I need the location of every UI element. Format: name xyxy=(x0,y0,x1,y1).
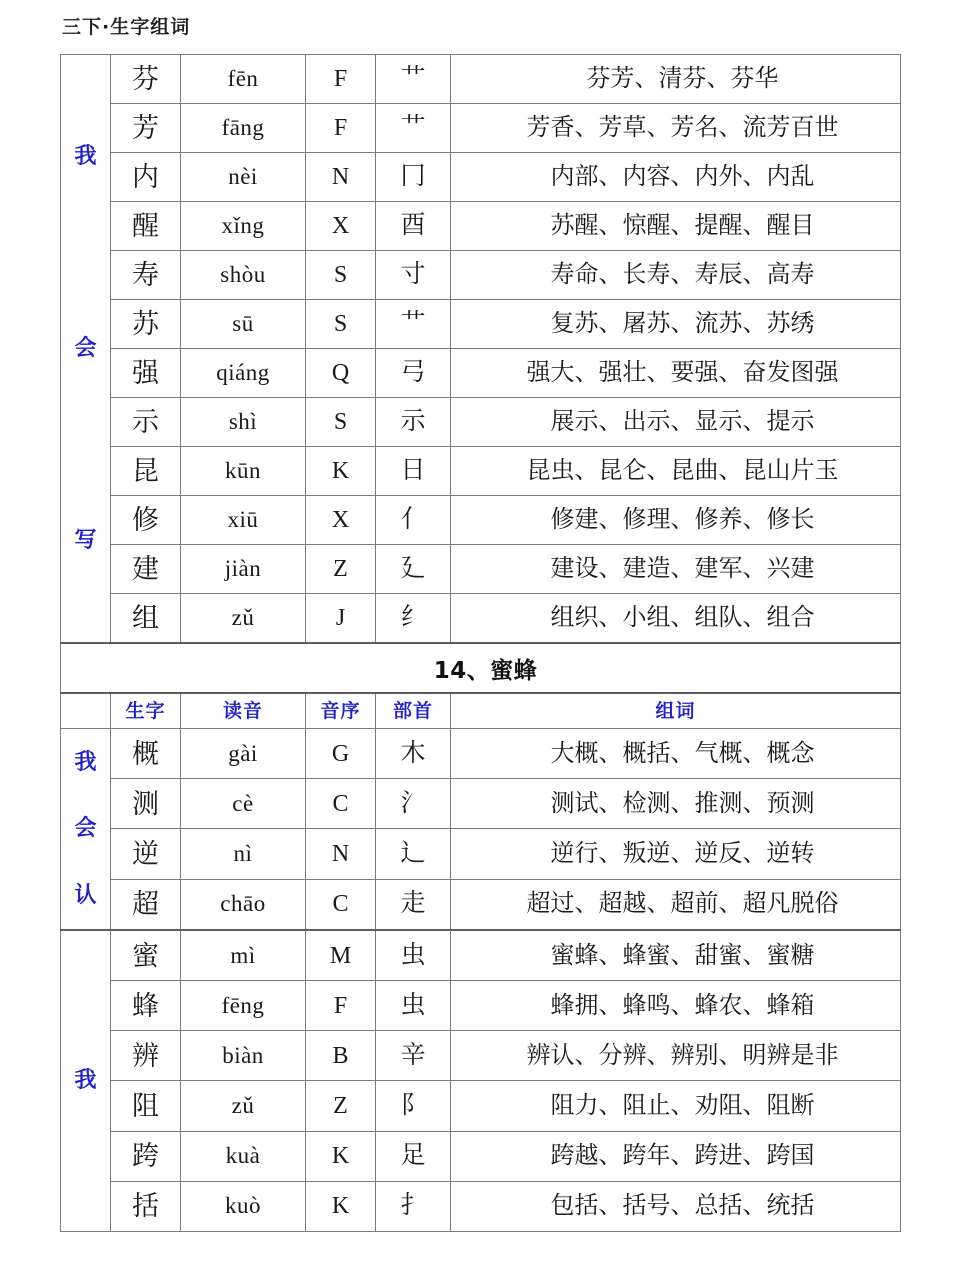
words-cell: 昆虫、昆仑、昆曲、昆山片玉 xyxy=(451,447,901,496)
pinyin-cell: kuà xyxy=(181,1131,306,1181)
initial-letter-cell: N xyxy=(306,829,376,879)
pinyin-cell: fēn xyxy=(181,55,306,104)
initial-letter-cell: C xyxy=(306,779,376,829)
character-cell: 逆 xyxy=(111,829,181,879)
initial-letter-cell: X xyxy=(306,496,376,545)
table-row xyxy=(61,104,901,153)
pinyin-cell: jiàn xyxy=(181,545,306,594)
initial-letter-cell: J xyxy=(306,594,376,644)
pinyin-cell: kūn xyxy=(181,447,306,496)
table-row xyxy=(61,300,901,349)
words-cell: 修建、修理、修养、修长 xyxy=(451,496,901,545)
table-row xyxy=(61,1081,901,1131)
table-row xyxy=(61,879,901,930)
character-cell: 修 xyxy=(111,496,181,545)
character-cell: 寿 xyxy=(111,251,181,300)
radical-cell: 冂 xyxy=(376,153,451,202)
initial-letter-cell: G xyxy=(306,729,376,779)
radical-cell: 阝 xyxy=(376,1081,451,1131)
radical-cell: 弓 xyxy=(376,349,451,398)
group-label-char: 会 xyxy=(74,816,97,842)
group-label-wo xyxy=(61,930,111,1232)
words-cell: 蜂拥、蜂鸣、蜂农、蜂箱 xyxy=(451,981,901,1031)
pinyin-cell: shì xyxy=(181,398,306,447)
character-cell: 蜜 xyxy=(111,930,181,981)
character-cell: 强 xyxy=(111,349,181,398)
pinyin-cell: fāng xyxy=(181,104,306,153)
words-cell: 复苏、屠苏、流苏、苏绣 xyxy=(451,300,901,349)
sheet-body xyxy=(61,55,901,1232)
radical-cell: 寸 xyxy=(376,251,451,300)
initial-letter-cell: C xyxy=(306,879,376,930)
character-cell: 示 xyxy=(111,398,181,447)
character-cell: 醒 xyxy=(111,202,181,251)
pinyin-cell: qiáng xyxy=(181,349,306,398)
column-header-label: 部首 xyxy=(392,700,433,722)
pinyin-cell: zǔ xyxy=(181,594,306,644)
pinyin-cell: sū xyxy=(181,300,306,349)
table-row xyxy=(61,251,901,300)
character-cell: 芳 xyxy=(111,104,181,153)
table-row xyxy=(61,349,901,398)
character-cell: 概 xyxy=(111,729,181,779)
section-heading-row xyxy=(61,643,901,693)
character-cell: 建 xyxy=(111,545,181,594)
radical-cell: 木 xyxy=(376,729,451,779)
words-cell: 跨越、跨年、跨进、跨国 xyxy=(451,1131,901,1181)
pinyin-cell: nì xyxy=(181,829,306,879)
column-header-zi xyxy=(111,693,181,729)
words-cell: 芬芳、清芬、芬华 xyxy=(451,55,901,104)
radical-cell: 扌 xyxy=(376,1181,451,1231)
initial-letter-cell: K xyxy=(306,1131,376,1181)
character-cell: 括 xyxy=(111,1181,181,1231)
group-label-char: 认 xyxy=(74,883,97,909)
character-cell: 阻 xyxy=(111,1081,181,1131)
initial-letter-cell: K xyxy=(306,447,376,496)
character-cell: 昆 xyxy=(111,447,181,496)
words-cell: 组织、小组、组队、组合 xyxy=(451,594,901,644)
section-heading-cell xyxy=(61,643,901,693)
words-cell: 测试、检测、推测、预测 xyxy=(451,779,901,829)
table-row xyxy=(61,496,901,545)
radical-cell: 亻 xyxy=(376,496,451,545)
column-header-bushou xyxy=(376,693,451,729)
pinyin-cell: xǐng xyxy=(181,202,306,251)
table-row xyxy=(61,729,901,779)
table-row xyxy=(61,545,901,594)
group-label-wo-hui-xie xyxy=(61,55,111,644)
group-label-char: 我 xyxy=(74,143,97,169)
initial-letter-cell: F xyxy=(306,55,376,104)
words-cell: 超过、超越、超前、超凡脱俗 xyxy=(451,879,901,930)
vocabulary-sheet xyxy=(60,54,901,1232)
radical-cell: 廴 xyxy=(376,545,451,594)
words-cell: 大概、概括、气概、概念 xyxy=(451,729,901,779)
radical-cell: 艹 xyxy=(376,300,451,349)
header-blank-cell xyxy=(61,693,111,729)
character-cell: 超 xyxy=(111,879,181,930)
radical-cell: 酉 xyxy=(376,202,451,251)
column-header-label: 组词 xyxy=(655,700,696,722)
table-row xyxy=(61,930,901,981)
words-cell: 辨认、分辨、辨别、明辨是非 xyxy=(451,1031,901,1081)
initial-letter-cell: X xyxy=(306,202,376,251)
table-row xyxy=(61,1031,901,1081)
table-row xyxy=(61,829,901,879)
words-cell: 逆行、叛逆、逆反、逆转 xyxy=(451,829,901,879)
initial-letter-cell: S xyxy=(306,300,376,349)
initial-letter-cell: F xyxy=(306,981,376,1031)
radical-cell: 辶 xyxy=(376,829,451,879)
words-cell: 内部、内容、内外、内乱 xyxy=(451,153,901,202)
character-cell: 组 xyxy=(111,594,181,644)
initial-letter-cell: Z xyxy=(306,1081,376,1131)
radical-cell: 日 xyxy=(376,447,451,496)
pinyin-cell: fēng xyxy=(181,981,306,1031)
radical-cell: 走 xyxy=(376,879,451,930)
group-label-char: 写 xyxy=(74,527,97,553)
initial-letter-cell: Q xyxy=(306,349,376,398)
initial-letter-cell: K xyxy=(306,1181,376,1231)
initial-letter-cell: S xyxy=(306,251,376,300)
character-cell: 内 xyxy=(111,153,181,202)
table-row xyxy=(61,594,901,644)
words-cell: 强大、强壮、要强、奋发图强 xyxy=(451,349,901,398)
initial-letter-cell: M xyxy=(306,930,376,981)
initial-letter-cell: B xyxy=(306,1031,376,1081)
pinyin-cell: mì xyxy=(181,930,306,981)
table-row xyxy=(61,153,901,202)
group-label-char: 我 xyxy=(74,749,97,775)
radical-cell: 艹 xyxy=(376,55,451,104)
words-cell: 建设、建造、建军、兴建 xyxy=(451,545,901,594)
column-header-row xyxy=(61,693,901,729)
pinyin-cell: cè xyxy=(181,779,306,829)
table-row xyxy=(61,55,901,104)
table-row xyxy=(61,779,901,829)
pinyin-cell: gài xyxy=(181,729,306,779)
radical-cell: 虫 xyxy=(376,981,451,1031)
table-row xyxy=(61,202,901,251)
column-header-label: 生字 xyxy=(125,700,166,722)
radical-cell: 足 xyxy=(376,1131,451,1181)
character-cell: 辨 xyxy=(111,1031,181,1081)
radical-cell: 纟 xyxy=(376,594,451,644)
page-running-header: 三下·生字组词 xyxy=(62,16,191,38)
initial-letter-cell: Z xyxy=(306,545,376,594)
pinyin-cell: shòu xyxy=(181,251,306,300)
words-cell: 苏醒、惊醒、提醒、醒目 xyxy=(451,202,901,251)
pinyin-cell: kuò xyxy=(181,1181,306,1231)
words-cell: 展示、出示、显示、提示 xyxy=(451,398,901,447)
pinyin-cell: xiū xyxy=(181,496,306,545)
character-cell: 苏 xyxy=(111,300,181,349)
character-cell: 蜂 xyxy=(111,981,181,1031)
group-label-wo-hui-ren xyxy=(61,729,111,931)
section-title: 14、蜜蜂 xyxy=(433,657,538,684)
character-cell: 芬 xyxy=(111,55,181,104)
initial-letter-cell: N xyxy=(306,153,376,202)
words-cell: 芳香、芳草、芳名、流芳百世 xyxy=(451,104,901,153)
words-cell: 阻力、阻止、劝阻、阻断 xyxy=(451,1081,901,1131)
initial-letter-cell: F xyxy=(306,104,376,153)
pinyin-cell: biàn xyxy=(181,1031,306,1081)
pinyin-cell: chāo xyxy=(181,879,306,930)
column-header-zuci xyxy=(451,693,901,729)
radical-cell: 虫 xyxy=(376,930,451,981)
group-label-char: 我 xyxy=(74,1068,97,1094)
words-cell: 包括、括号、总括、统括 xyxy=(451,1181,901,1231)
character-cell: 跨 xyxy=(111,1131,181,1181)
column-header-label: 音序 xyxy=(320,700,361,722)
table-row xyxy=(61,1131,901,1181)
radical-cell: 氵 xyxy=(376,779,451,829)
radical-cell: 示 xyxy=(376,398,451,447)
table-row xyxy=(61,981,901,1031)
column-header-yinxu xyxy=(306,693,376,729)
table-row xyxy=(61,1181,901,1231)
words-cell: 寿命、长寿、寿辰、高寿 xyxy=(451,251,901,300)
table-row xyxy=(61,447,901,496)
radical-cell: 辛 xyxy=(376,1031,451,1081)
character-cell: 测 xyxy=(111,779,181,829)
column-header-pinyin xyxy=(181,693,306,729)
column-header-label: 读音 xyxy=(222,700,263,722)
pinyin-cell: nèi xyxy=(181,153,306,202)
pinyin-cell: zǔ xyxy=(181,1081,306,1131)
radical-cell: 艹 xyxy=(376,104,451,153)
table-row xyxy=(61,398,901,447)
group-label-char: 会 xyxy=(74,335,97,361)
words-cell: 蜜蜂、蜂蜜、甜蜜、蜜糖 xyxy=(451,930,901,981)
initial-letter-cell: S xyxy=(306,398,376,447)
